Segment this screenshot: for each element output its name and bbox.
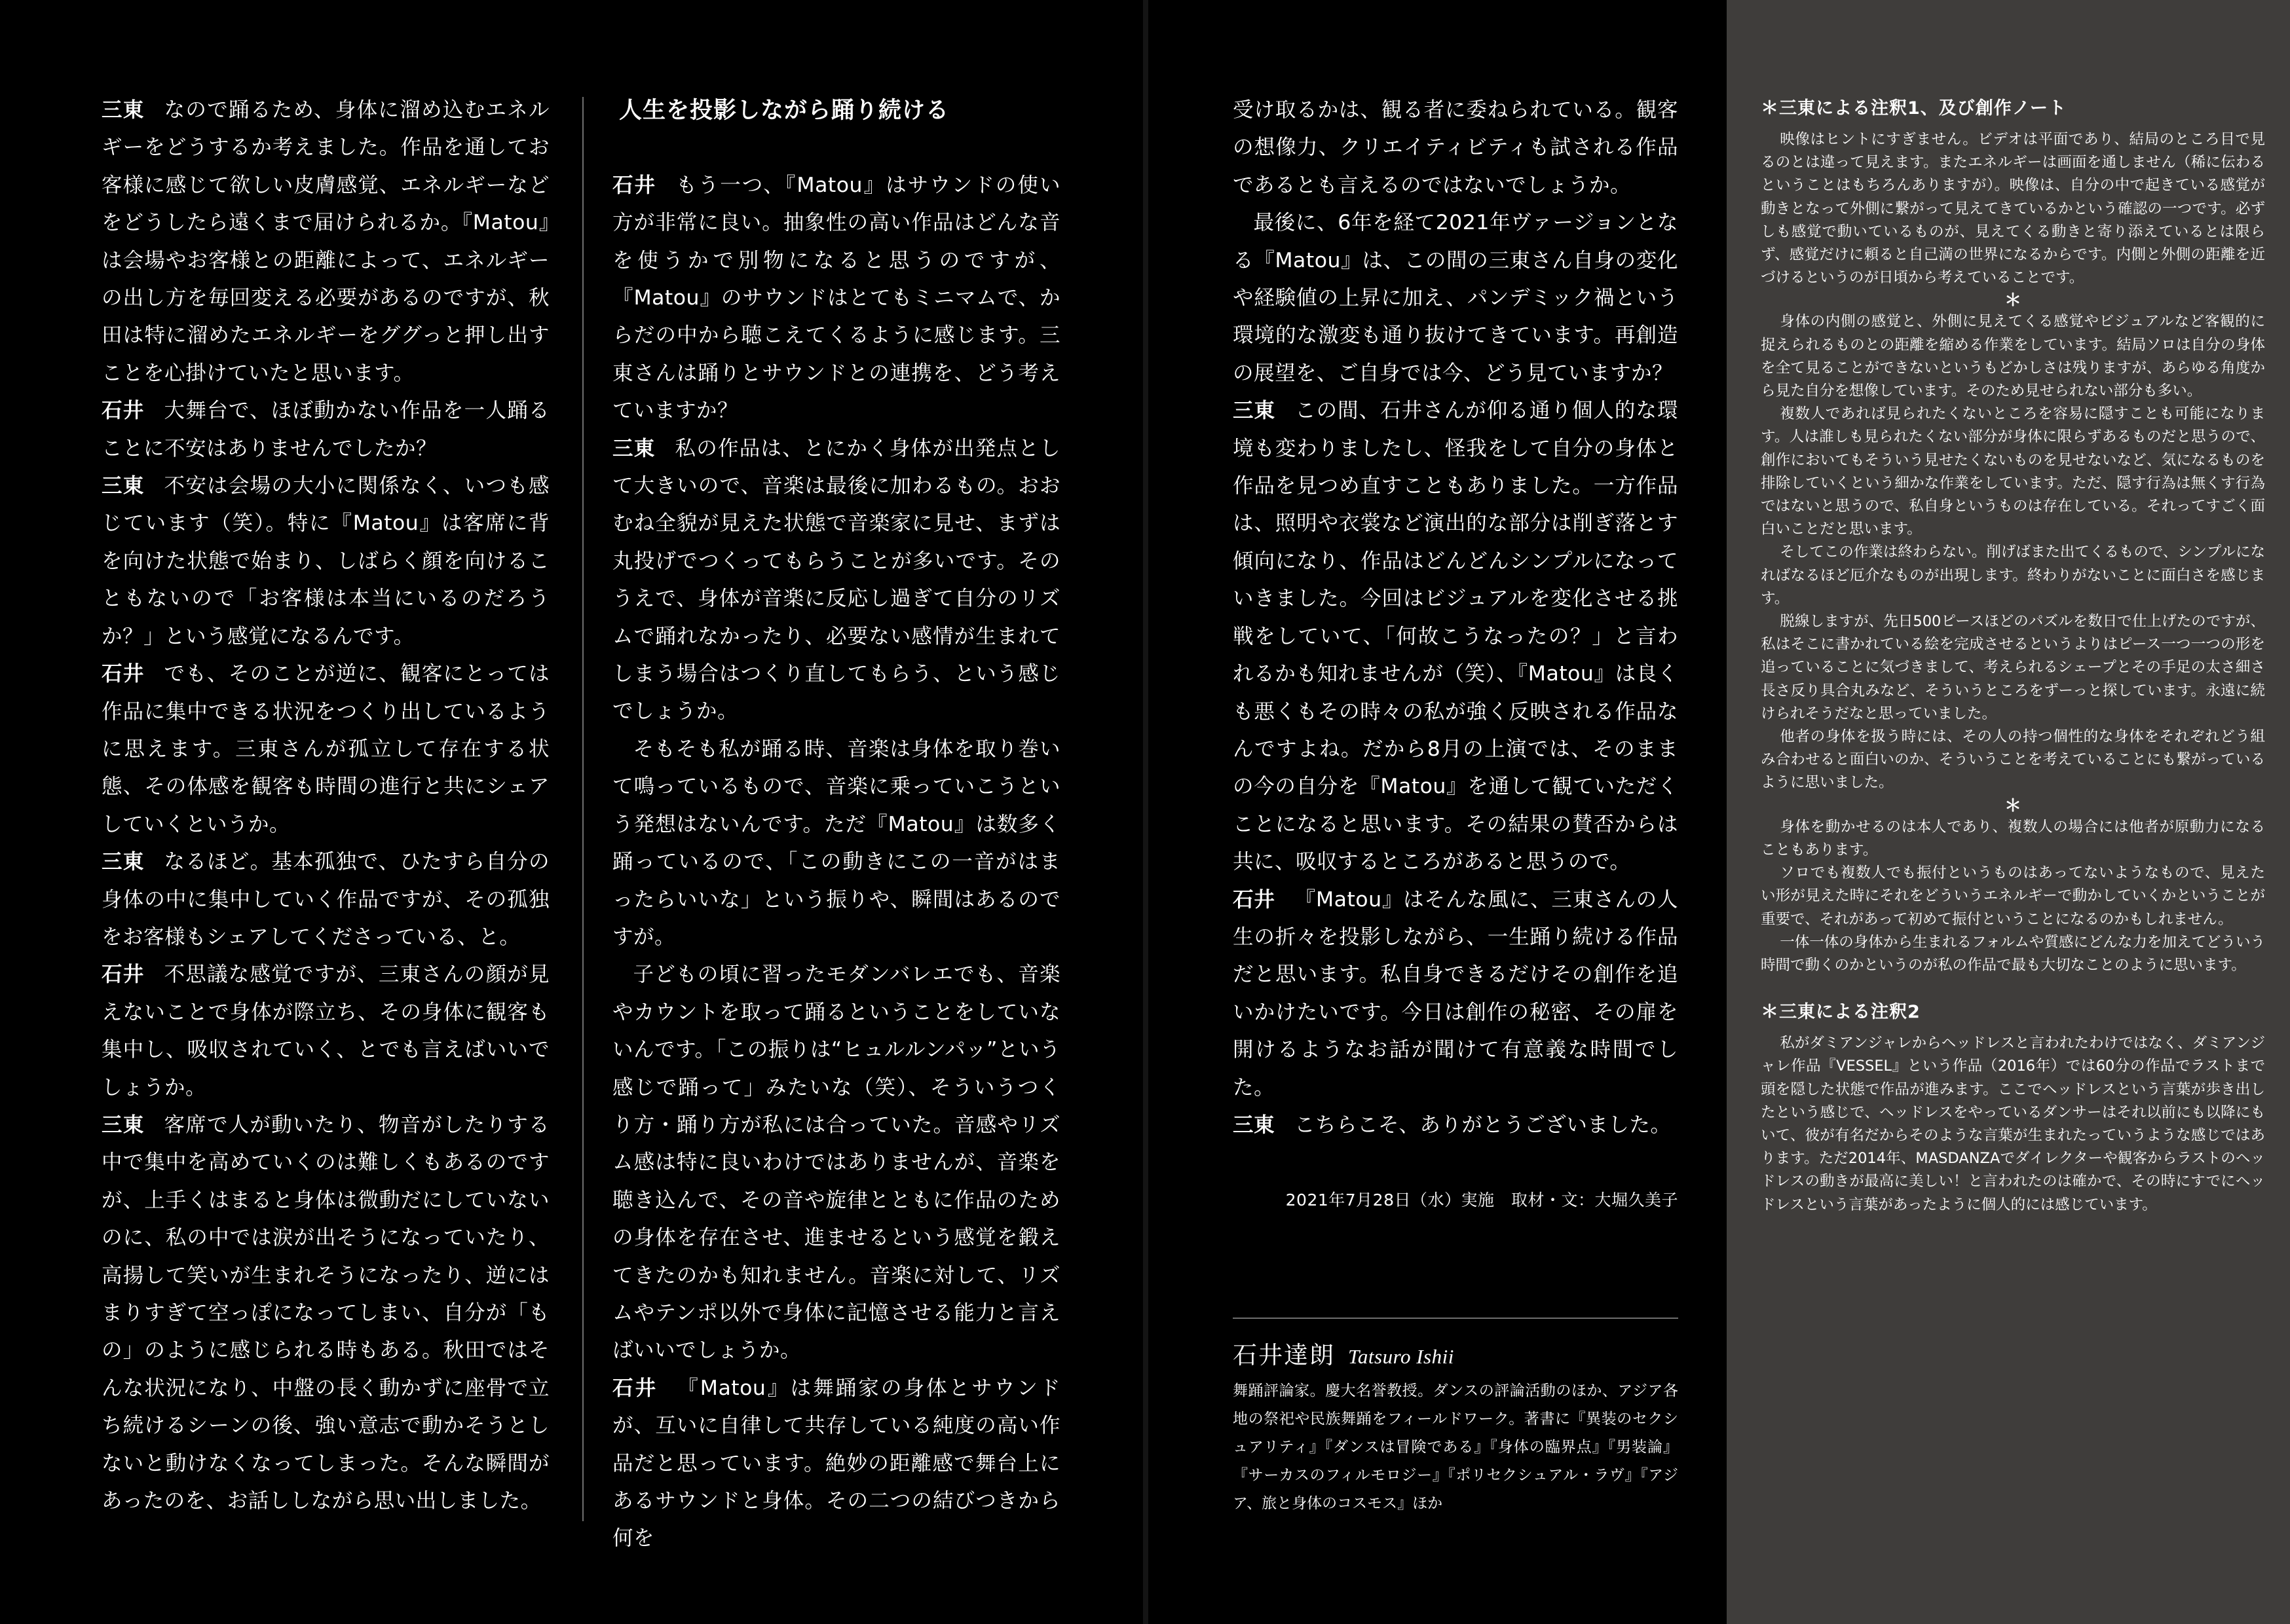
note-paragraph: ソロでも複数人でも振付というものはあってないようなもので、見えたい形が見えた時にそれをどういうエネルギーで動かしていくかということが重要で、それがあって初めて振付ということになるのかもしれません。 [1761, 864, 2265, 928]
note-paragraph: 一体一体の身体から生まれるフォルムや質感にどんな力を加えてどういう時間で動くのかというのが私の作品で最も大切なことのように思います。 [1761, 933, 2265, 974]
speech: 石井 でも、そのことが逆に、観客にとっては作品に集中できる状況をつくり出しているように思えます。三東さんが孤立して存在する状態、その体感を観客も時間の進行と共にシェアしていくというか。 [102, 662, 550, 836]
note-paragraph: 身体を動かせるのは本人であり、複数人の場合には他者が原動力になることもあります。 [1761, 818, 2265, 858]
bio-name [1233, 1336, 1454, 1376]
speech: 石井 もう一つ、『Matou』はサウンドの使い方が非常に良い。抽象性の高い作品はどんな音を使うかで別物になると思うのですが、『Matou』のサウンドはとてもミニマムで、からだの中から聴こえてくるように感じます。三東さんは踊りとサウンドとの連携を、どう考えていますか？ [612, 173, 1061, 423]
speech-continuation: 受け取るかは、観る者に委ねられている。観客の想像力、クリエイティビティも試される作品であるとも言えるのではないでしょうか。 [1233, 98, 1678, 197]
speech: 三東 なるほど。基本孤独で、ひたすら自分の身体の中に集中していく作品ですが、その孤独をお客様もシェアしてくださっている、と。 [102, 850, 550, 949]
note-paragraph: 私がダミアンジャレからヘッドレスと言われたわけではなく、ダミアンジャレ作品『VESSEL』という作品（2016年）では60分の作品でラストまで頭を隠した状態で作品が進みます。ここでヘッドレスという言葉が歩き出したという感じで、ヘッドレスをやっているダンサーはそれ以前にも以降にもいて、彼が有名だからそのような言葉が生まれたっていうような感じではあります。ただ2014年、MASDANZAでダイレクターや観客からラストのヘッドレスの動きが最高に美しい！と言われたのは確かで、その時にすでにヘッドレスという言葉があったように個人的には感じています。 [1761, 1035, 2265, 1213]
speech-continuation: そもそも私が踊る時、音楽は身体を取り巻いて鳴っているもので、音楽に乗っていこうという発想はないんです。ただ『Matou』は数多く踊っているので、「この動きにこの一音がはまったらいいな」という振りや、瞬間はあるのですが。 [612, 737, 1061, 949]
page-fold [1143, 0, 1148, 1624]
column-divider [582, 97, 584, 1521]
note-paragraph: 映像はヒントにすぎません。ビデオは平面であり、結局のところ目で見るのとは違って見えます。またエネルギーは画面を通しません（稀に伝わるということはもちろんありますが）。映像は、自分の中で起きている感覚が動きとなって外側に繋がって見えてきているかという確認の一つです。必ずしも感覚で動いているものが、見えてくる動きと寄り添えているとは限らず、感覚だけに頼ると自己満の世界になるからです。内側と外側の距離を近づけるというのが日頃から考えていることです。 [1761, 131, 2265, 287]
speech-continuation: 最後に、6年を経て2021年ヴァージョンとなる『Matou』は、この間の三東さん自身の変化や経験値の上昇に加え、パンデミック禍という環境的な激変も通り抜けてきています。再創造の展望を、ご自身では今、どう見ていますか？ [1233, 211, 1678, 385]
speech: 三東 客席で人が動いたり、物音がしたりする中で集中を高めていくのは難しくもあるのですが、上手くはまると身体は微動だにしていないのに、私の中では涙が出そうになっていたり、高揚して笑いが生まれそうになったり、逆にはまりすぎて空っぽになってしまい、自分が「もの」のように感じられる時もある。秋田ではそんな状況になり、中盤の長く動かずに座骨で立ち続けるシーンの後、強い意志で動かそうとしないと動けなくなってしまった。そんな瞬間があったのを、お話ししながら思い出しました。 [102, 1113, 550, 1513]
notes-gap [1761, 977, 2265, 995]
note-paragraph: そしてこの作業は終わらない。削げばまた出てくるもので、シンプルになればなるほど厄介なものが出現します。終わりがないことに面白さを感じます。 [1761, 544, 2265, 607]
notes-title-1: ＊三東による注釈1、及び創作ノート [1761, 98, 2067, 119]
note-paragraph: 脱線しますが、先日500ピースほどのパズルを数日で仕上げたのですが、私はそこに書かれている絵を完成させるというよりはピース一つ一つの形を追っていることに気づきまして、考えられるシェープとその手足の太さ細さ長さ反り具合丸みなど、そういうところをずーっと探しています。永遠に続けられそうだなと思っていました。 [1761, 613, 2265, 722]
interview-credit: 2021年7月28日（水）実施 取材・文：大堀久美子 [1285, 1190, 1678, 1209]
speech: 石井 『Matou』はそんな風に、三東さんの人生の折々を投影しながら、一生踊り続ける作品だと思います。私自身できるだけその創作を追いかけたいです。今日は創作の秘密、その扉を開けるようなお話が聞けて有意義な時間でした。 [1233, 887, 1678, 1099]
speech: 三東 こちらこそ、ありがとうございました。 [1233, 1113, 1672, 1137]
notes-title-2: ＊三東による注釈2 [1761, 1002, 1921, 1023]
speech: 三東 なので踊るため、身体に溜め込むエネルギーをどうするか考えました。作品を通してお客様に感じて欲しい皮膚感覚、エネルギーなどをどうしたら遠くまで届けられるか。『Matou』は会場やお客様との距離によって、エネルギーの出し方を毎回変える必要があるのですが、秋田は特に溜めたエネルギーをググっと押し出すことを心掛けていたと思います。 [102, 98, 550, 385]
interview-column-1 [102, 92, 550, 1520]
note-paragraph: 身体の内側の感覚と、外側に見えてくる感覚やビジュアルなど客観的に捉えられるものとの距離を縮める作業をしています。結局ソロは自分の身体を全て見ることができないというもどかしさは残りますが、あらゆる角度から見た自分を想像しています。そのため見せられない部分も多い。 [1761, 313, 2265, 400]
speech: 三東 私の作品は、とにかく身体が出発点として大きいので、音楽は最後に加わるもの。おおむね全貌が見えた状態で音楽家に見せ、まずは丸投げでつくってもらうことが多いです。そのうえで、身体が音楽に反応し過ぎて自分のリズムで踊れなかったり、必要ない感情が生まれてしまう場合はつくり直してもらう、という感じでしょうか。 [612, 436, 1061, 724]
speech: 石井 『Matou』は舞踊家の身体とサウンドが、互いに自律して共存している純度の高い作品だと思っています。絶妙の距離感で舞台上にあるサウンドと身体。その二つの結びつきから何を [612, 1376, 1061, 1551]
interview-column-3 [1233, 92, 1678, 1144]
asterisk-separator: ＊ [2004, 796, 2021, 816]
speech: 三東 この間、石井さんが仰る通り個人的な環境も変わりましたし、怪我をして自分の身体と作品を見つめ直すこともありました。一方作品は、照明や衣裳など演出的な部分は削ぎ落とす傾向になり、作品はどんどんシンプルになっていきました。今回はビジュアルを変化させる挑戦をしていて、「何故こうなったの？」と言われるかも知れませんが（笑）、『Matou』は良くも悪くもその時々の私が強く反映される作品なんですよね。だから8月の上演では、そのままの今の自分を『Matou』を通して観ていただくことになると思います。その結果の賛否からは共に、吸収するところがあると思うので。 [1233, 399, 1678, 874]
speech-continuation: 子どもの頃に習ったモダンバレエでも、音楽やカウントを取って踊るということをしていないんです。「この振りは“ヒュルルンパッ”という感じで踊って」みたいな（笑）、そういうつくり方・踊り方が私には合っていた。音感やリズム感は特に良いわけではありませんが、音楽を聴き込んで、その音や旋律とともに作品のための身体を存在させ、進ませるという感覚を鍛えてきたのかも知れません。音楽に対して、リズムやテンポ以外で身体に記憶させる能力と言えばいいでしょうか。 [612, 963, 1061, 1363]
bio-text: 舞踊評論家。慶大名誉教授。ダンスの評論活動のほか、アジア各地の祭祀や民族舞踊をフィールドワーク。著書に『異装のセクシュアリティ』『ダンスは冒険である』『身体の臨界点』『男装論』『サーカスのフィルモロジー』『ポリセクシュアル・ラヴ』『アジア、旅と身体のコスモス』ほか [1233, 1382, 1678, 1512]
note-paragraph: 他者の身体を扱う時には、その人の持つ個性的な身体をそれぞれどう組み合わせると面白いのか、そういうことを考えていることにも繋がっているように思いました。 [1761, 728, 2265, 792]
bio-divider [1233, 1318, 1678, 1319]
interview-column-2 [612, 92, 1061, 1558]
speech: 石井 大舞台で、ほぼ動かない作品を一人踊ることに不安はありませんでしたか？ [102, 399, 550, 460]
section-heading: 人生を投影しながら踊り続ける [619, 97, 950, 124]
asterisk-separator: ＊ [2004, 291, 2021, 311]
bio-name-en: Tatsuro Ishii [1348, 1345, 1454, 1368]
speech: 三東 不安は会場の大小に関係なく、いつも感じています（笑）。特に『Matou』は客席に背を向けた状態で始まり、しばらく顔を向けることもないので「お客様は本当にいるのだろうか？」という感覚になるんです。 [102, 474, 550, 648]
speech: 石井 不思議な感覚ですが、三東さんの顔が見えないことで身体が際立ち、その身体に観客も集中し、吸収されていく、とでも言えばいいでしょうか。 [102, 963, 550, 1099]
note-paragraph: 複数人であれば見られたくないところを容易に隠すことも可能になります。人は誰しも見られたくない部分が身体に限らずあるものだと思うので、創作においてもそういう見せたくないものを見せないなど、気になるものを排除していくという細かな作業をしています。ただ、隠す行為は無くす行為ではないと思うので、私自身というものは存在している。それってすごく面白いことだと思います。 [1761, 405, 2265, 538]
bio-name-ja: 石井達朗 [1233, 1341, 1335, 1369]
notes-panel [1761, 92, 2265, 1217]
